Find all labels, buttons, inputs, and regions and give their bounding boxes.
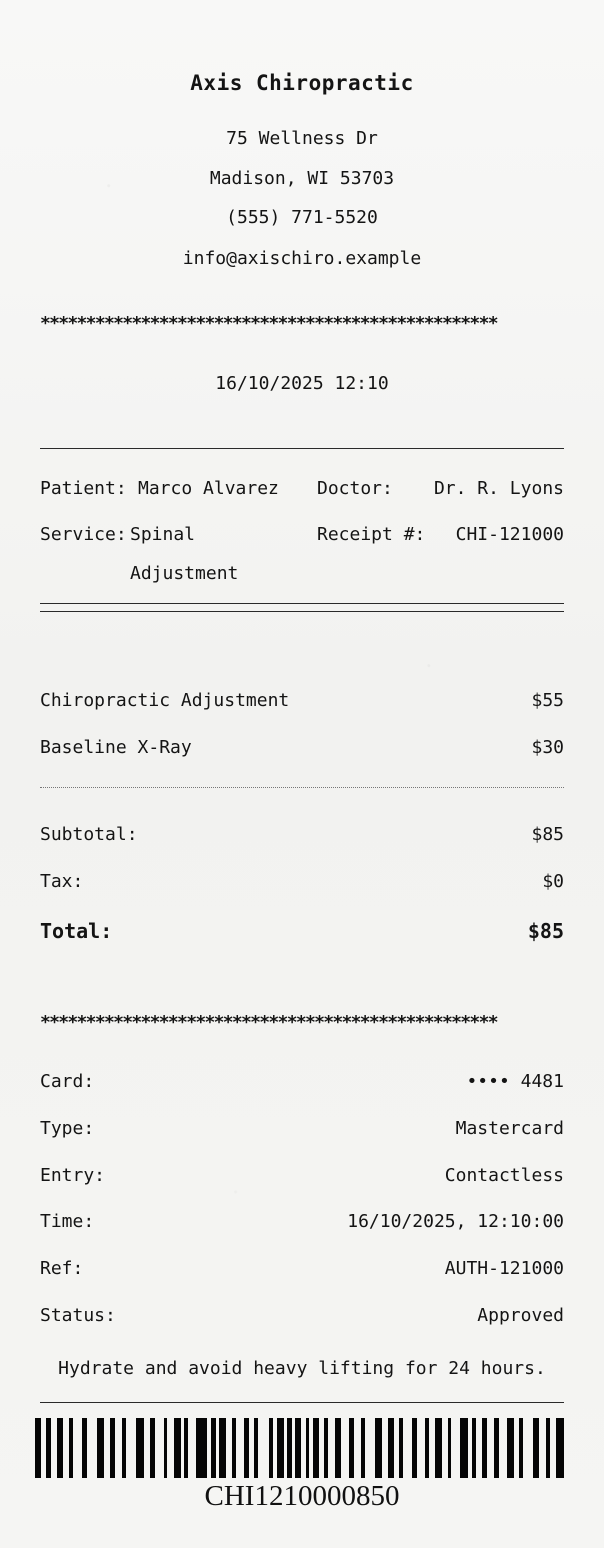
barcode-bar: [546, 1418, 551, 1478]
barcode-bar: [110, 1418, 116, 1478]
item-price-1: $55: [531, 690, 564, 711]
total-value: $85: [527, 919, 564, 943]
barcode-bar: [269, 1418, 274, 1478]
service-value-line-2: Adjustment: [130, 563, 239, 584]
reference-label: Ref:: [40, 1258, 84, 1279]
barcode-bar: [556, 1418, 564, 1478]
tax-label: Tax:: [40, 871, 84, 892]
barcode-bar: [211, 1418, 217, 1478]
barcode-bar: [122, 1418, 126, 1478]
barcode-bar: [313, 1418, 320, 1478]
barcode-bar: [494, 1418, 499, 1478]
barcode-bar: [244, 1418, 249, 1478]
barcode-bar: [35, 1418, 41, 1478]
entry-value: Contactless: [444, 1165, 564, 1186]
card-type-label: Type:: [40, 1118, 95, 1139]
store-city-line: Madison, WI 53703: [209, 168, 395, 189]
barcode-bar: [254, 1418, 258, 1478]
barcode-bar: [412, 1418, 417, 1478]
reference-value: AUTH-121000: [444, 1258, 564, 1279]
service-value-line-1: Spinal: [130, 524, 196, 545]
receipt-number-label: Receipt #:: [317, 524, 426, 545]
item-price-2: $30: [531, 737, 564, 758]
barcode-bar: [460, 1418, 468, 1478]
card-label: Card:: [40, 1071, 95, 1092]
barcode-bar: [361, 1418, 365, 1478]
barcode-bar: [295, 1418, 301, 1478]
barcode-bar: [388, 1418, 394, 1478]
status-value: Approved: [477, 1305, 564, 1326]
barcode-bar: [306, 1418, 309, 1478]
item-name-2: Baseline X-Ray: [40, 737, 192, 758]
star-separator-top: **************************************************: [40, 314, 497, 334]
barcode-bar: [335, 1418, 341, 1478]
double-rule-bottom-line: [40, 611, 564, 612]
barcode-bar: [174, 1418, 182, 1478]
store-phone: (555) 771-5520: [226, 207, 378, 228]
item-name-1: Chiropractic Adjustment: [40, 690, 290, 711]
receipt-number: CHI-121000: [455, 524, 564, 545]
card-type-value: Mastercard: [455, 1118, 564, 1139]
status-label: Status:: [40, 1305, 116, 1326]
store-email: info@axischiro.example: [182, 248, 422, 269]
barcode-bar: [533, 1418, 539, 1478]
subtotal-label: Subtotal:: [40, 824, 138, 845]
barcode-bar: [324, 1418, 328, 1478]
footer-note: Hydrate and avoid heavy lifting for 24 hours.: [58, 1358, 546, 1379]
barcode-top-rule: [40, 1402, 564, 1403]
star-separator-bottom: **************************************************: [40, 1013, 497, 1033]
patient-label: Patient:: [40, 478, 127, 499]
receipt-datetime: 16/10/2025 12:10: [215, 373, 389, 394]
barcode-bar: [196, 1418, 207, 1478]
patient-name: Marco Alvarez: [138, 478, 279, 499]
tax-value: $0: [542, 871, 564, 892]
store-name: Axis Chiropractic: [190, 71, 414, 95]
barcode-bar: [425, 1418, 430, 1478]
payment-time-label: Time:: [40, 1211, 95, 1232]
barcode-bar: [164, 1418, 167, 1478]
payment-time-value: 16/10/2025, 12:10:00: [347, 1211, 564, 1232]
barcode-bar: [507, 1418, 514, 1478]
doctor-name: Dr. R. Lyons: [433, 478, 564, 499]
barcode-bar: [46, 1418, 51, 1478]
doctor-label: Doctor:: [317, 478, 393, 499]
barcode-bar: [219, 1418, 226, 1478]
barcode-bar: [57, 1418, 64, 1478]
barcode-bar: [472, 1418, 476, 1478]
barcode-number: CHI1210000850: [204, 1480, 400, 1512]
double-rule-top-line: [40, 603, 564, 604]
subtotal-value: $85: [531, 824, 564, 845]
barcode-bar: [69, 1418, 73, 1478]
entry-label: Entry:: [40, 1165, 106, 1186]
barcode-bar: [184, 1418, 188, 1478]
barcode-bar: [82, 1418, 87, 1478]
barcode-bar: [349, 1418, 354, 1478]
service-label: Service:: [40, 524, 127, 545]
barcode-bar: [150, 1418, 155, 1478]
barcode-bar: [375, 1418, 383, 1478]
barcode-bar: [435, 1418, 442, 1478]
barcode-bar: [287, 1418, 292, 1478]
barcode: [35, 1418, 569, 1478]
barcode-bar: [97, 1418, 104, 1478]
barcode-bar: [232, 1418, 236, 1478]
barcode-bar: [277, 1418, 284, 1478]
dotted-divider: [40, 787, 564, 788]
barcode-bar: [448, 1418, 451, 1478]
card-value: •••• 4481: [466, 1071, 564, 1092]
barcode-bar: [399, 1418, 403, 1478]
divider-rule-top: [40, 448, 564, 449]
barcode-bar: [482, 1418, 488, 1478]
barcode-bar: [136, 1418, 144, 1478]
store-address: 75 Wellness Dr: [226, 128, 378, 149]
barcode-bar: [519, 1418, 523, 1478]
total-label: Total:: [40, 919, 113, 943]
